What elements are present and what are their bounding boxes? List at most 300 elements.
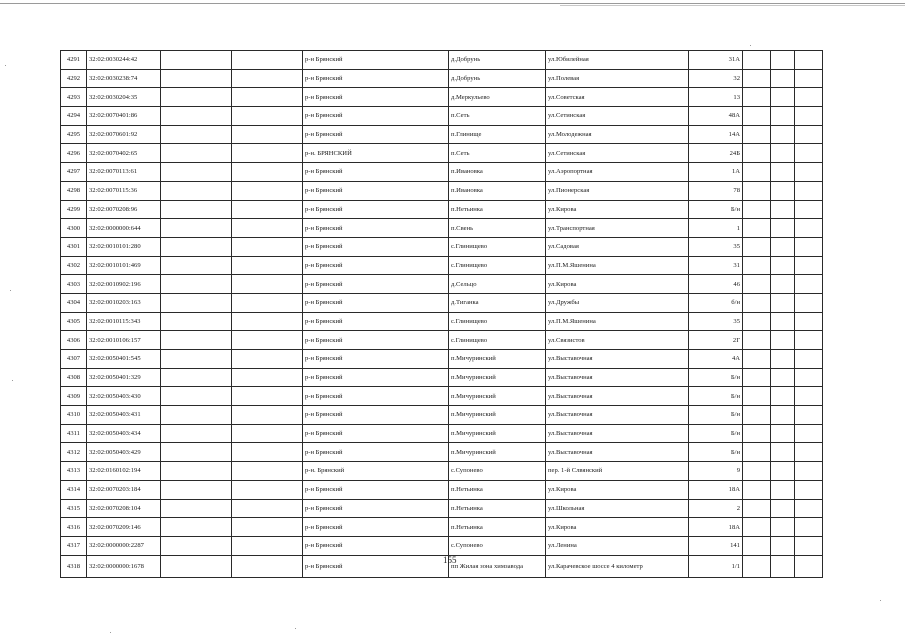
table-row xyxy=(61,293,823,312)
blank-cell xyxy=(232,237,303,256)
blank-cell xyxy=(232,518,303,537)
cadastral-number: 32:02:0000000:1678 xyxy=(87,555,161,577)
house-number: 4А xyxy=(689,350,743,369)
blank-cell xyxy=(232,125,303,144)
blank-cell xyxy=(232,555,303,577)
row-number: 4310 xyxy=(61,406,87,425)
table-row xyxy=(61,88,823,107)
table-row xyxy=(61,350,823,369)
cadastral-number: 32:02:0000000:2287 xyxy=(87,536,161,555)
district-cell: р-н Брянский xyxy=(303,331,449,350)
blank-cell xyxy=(232,387,303,406)
house-number: 32 xyxy=(689,69,743,88)
district-cell: р-н Брянский xyxy=(303,163,449,182)
district-cell: р-н Брянский xyxy=(303,69,449,88)
street-cell: ул.Выставочная xyxy=(546,350,689,369)
row-number: 4318 xyxy=(61,555,87,577)
blank-cell xyxy=(232,219,303,238)
district-cell: р-н Брянский xyxy=(303,293,449,312)
locality-cell: с.Супонево xyxy=(449,462,546,481)
table-row xyxy=(61,462,823,481)
cadastral-number: 32:02:0070115:36 xyxy=(87,181,161,200)
blank-cell xyxy=(232,107,303,126)
house-number: 13 xyxy=(689,88,743,107)
table-row xyxy=(61,144,823,163)
street-cell: ул.Кирова xyxy=(546,518,689,537)
district-cell: р-н. Брянский xyxy=(303,462,449,481)
blank-cell xyxy=(161,406,232,425)
row-number: 4303 xyxy=(61,275,87,294)
blank-cell xyxy=(232,406,303,425)
blank-cell xyxy=(232,536,303,555)
blank-cell xyxy=(161,555,232,577)
blank-cell xyxy=(161,181,232,200)
blank-cell xyxy=(771,200,795,219)
blank-cell xyxy=(795,256,823,275)
street-cell: ул.Сетинская xyxy=(546,107,689,126)
blank-cell xyxy=(161,144,232,163)
blank-cell xyxy=(743,312,771,331)
blank-cell xyxy=(743,293,771,312)
blank-cell xyxy=(232,181,303,200)
house-number: Б/н xyxy=(689,406,743,425)
locality-cell: д.Меркульево xyxy=(449,88,546,107)
blank-cell xyxy=(795,424,823,443)
blank-cell xyxy=(743,200,771,219)
table-row xyxy=(61,163,823,182)
street-cell: ул.Выставочная xyxy=(546,406,689,425)
district-cell: р-н Брянский xyxy=(303,125,449,144)
row-number: 4301 xyxy=(61,237,87,256)
house-number: 1/1 xyxy=(689,555,743,577)
blank-cell xyxy=(232,499,303,518)
table-row xyxy=(61,387,823,406)
district-cell: р-н Брянский xyxy=(303,424,449,443)
table-row xyxy=(61,406,823,425)
blank-cell xyxy=(161,499,232,518)
blank-cell xyxy=(743,107,771,126)
blank-cell xyxy=(795,219,823,238)
blank-cell xyxy=(743,219,771,238)
blank-cell xyxy=(795,331,823,350)
locality-cell: д.Добрунь xyxy=(449,69,546,88)
blank-cell xyxy=(771,462,795,481)
row-number: 4297 xyxy=(61,163,87,182)
locality-cell: п.Мичуринский xyxy=(449,406,546,425)
blank-cell xyxy=(232,200,303,219)
house-number: 31А xyxy=(689,51,743,70)
scan-speck xyxy=(10,290,11,291)
house-number: Б/н xyxy=(689,424,743,443)
house-number: 31 xyxy=(689,256,743,275)
blank-cell xyxy=(743,237,771,256)
street-cell: пер. 1-й Слвянский xyxy=(546,462,689,481)
row-number: 4307 xyxy=(61,350,87,369)
blank-cell xyxy=(795,536,823,555)
blank-cell xyxy=(743,555,771,577)
street-cell: ул.П.М.Яшенина xyxy=(546,256,689,275)
cadastral-number: 32:02:0070209:146 xyxy=(87,518,161,537)
cadastral-number: 32:02:0050403:431 xyxy=(87,406,161,425)
blank-cell xyxy=(232,443,303,462)
blank-cell xyxy=(795,555,823,577)
cadastral-number: 32:02:0160102:194 xyxy=(87,462,161,481)
cadastral-number: 32:02:0070401:86 xyxy=(87,107,161,126)
blank-cell xyxy=(232,144,303,163)
house-number: 24Б xyxy=(689,144,743,163)
scan-speck xyxy=(750,45,751,46)
blank-cell xyxy=(743,350,771,369)
blank-cell xyxy=(771,424,795,443)
cadastral-number: 32:02:0070601:92 xyxy=(87,125,161,144)
blank-cell xyxy=(771,144,795,163)
blank-cell xyxy=(771,293,795,312)
table-row xyxy=(61,181,823,200)
blank-cell xyxy=(771,69,795,88)
blank-cell xyxy=(771,499,795,518)
row-number: 4292 xyxy=(61,69,87,88)
cadastral-number: 32:02:0010115:343 xyxy=(87,312,161,331)
blank-cell xyxy=(771,368,795,387)
district-cell: р-н Брянский xyxy=(303,518,449,537)
cadastral-number: 32:02:0030204:35 xyxy=(87,88,161,107)
row-number: 4316 xyxy=(61,518,87,537)
cadastral-number: 32:02:0050401:329 xyxy=(87,368,161,387)
blank-cell xyxy=(771,350,795,369)
locality-cell: п.Нетьинка xyxy=(449,200,546,219)
scan-speck xyxy=(12,380,13,381)
blank-cell xyxy=(161,480,232,499)
table-row xyxy=(61,256,823,275)
blank-cell xyxy=(743,424,771,443)
house-number: 2Г xyxy=(689,331,743,350)
table-row xyxy=(61,499,823,518)
locality-cell: с.Глинищево xyxy=(449,331,546,350)
blank-cell xyxy=(795,293,823,312)
street-cell: ул.Выставочная xyxy=(546,443,689,462)
blank-cell xyxy=(743,387,771,406)
blank-cell xyxy=(795,480,823,499)
blank-cell xyxy=(795,275,823,294)
blank-cell xyxy=(795,163,823,182)
district-cell: р-н Брянский xyxy=(303,256,449,275)
blank-cell xyxy=(161,107,232,126)
cadastral-number: 32:02:0070203:184 xyxy=(87,480,161,499)
row-number: 4304 xyxy=(61,293,87,312)
blank-cell xyxy=(795,88,823,107)
house-number: 9 xyxy=(689,462,743,481)
house-number: б/н xyxy=(689,293,743,312)
table-row xyxy=(61,424,823,443)
table-row xyxy=(61,107,823,126)
house-number: Б/н xyxy=(689,387,743,406)
blank-cell xyxy=(771,88,795,107)
locality-cell: с.Супонево xyxy=(449,536,546,555)
district-cell: р-н Брянский xyxy=(303,406,449,425)
scan-speck xyxy=(5,65,6,66)
district-cell: р-н Брянский xyxy=(303,219,449,238)
locality-cell: п.Глинище xyxy=(449,125,546,144)
table-row xyxy=(61,69,823,88)
top-border-line xyxy=(0,3,905,4)
blank-cell xyxy=(161,219,232,238)
house-number: 1 xyxy=(689,219,743,238)
row-number: 4313 xyxy=(61,462,87,481)
locality-cell: п.Мичуринский xyxy=(449,387,546,406)
locality-cell: п.Мичуринский xyxy=(449,368,546,387)
blank-cell xyxy=(161,536,232,555)
street-cell: ул.Аэропортная xyxy=(546,163,689,182)
locality-cell: с.Глинищево xyxy=(449,237,546,256)
street-cell: ул.Школьная xyxy=(546,499,689,518)
row-number: 4293 xyxy=(61,88,87,107)
table-row xyxy=(61,480,823,499)
row-number: 4315 xyxy=(61,499,87,518)
district-cell: р-н Брянский xyxy=(303,480,449,499)
blank-cell xyxy=(795,499,823,518)
blank-cell xyxy=(743,51,771,70)
cadastral-number: 32:02:0070113:61 xyxy=(87,163,161,182)
blank-cell xyxy=(232,293,303,312)
district-cell: р-н Брянский xyxy=(303,200,449,219)
blank-cell xyxy=(161,331,232,350)
cadastral-number: 32:02:0000000:644 xyxy=(87,219,161,238)
district-cell: р-н Брянский xyxy=(303,181,449,200)
scan-speck xyxy=(295,628,296,629)
blank-cell xyxy=(743,163,771,182)
blank-cell xyxy=(795,144,823,163)
blank-cell xyxy=(232,350,303,369)
locality-cell: п.Мичуринский xyxy=(449,443,546,462)
street-cell: ул.Юбилейная xyxy=(546,51,689,70)
blank-cell xyxy=(161,368,232,387)
locality-cell: пп Жилая зона химзавода xyxy=(449,555,546,577)
locality-cell: п.Свень xyxy=(449,219,546,238)
locality-cell: п.Сеть xyxy=(449,107,546,126)
property-registry-table xyxy=(60,50,823,578)
blank-cell xyxy=(232,331,303,350)
blank-cell xyxy=(771,256,795,275)
blank-cell xyxy=(795,181,823,200)
registry-table-body xyxy=(61,51,823,578)
top-border-line-secondary xyxy=(560,5,905,6)
table-row xyxy=(61,51,823,70)
row-number: 4300 xyxy=(61,219,87,238)
locality-cell: с.Глинищево xyxy=(449,256,546,275)
street-cell: ул.Молодежная xyxy=(546,125,689,144)
table-row xyxy=(61,312,823,331)
row-number: 4309 xyxy=(61,387,87,406)
row-number: 4308 xyxy=(61,368,87,387)
row-number: 4312 xyxy=(61,443,87,462)
blank-cell xyxy=(232,275,303,294)
blank-cell xyxy=(743,518,771,537)
house-number: Б/н xyxy=(689,443,743,462)
blank-cell xyxy=(161,275,232,294)
blank-cell xyxy=(771,181,795,200)
blank-cell xyxy=(743,406,771,425)
blank-cell xyxy=(161,424,232,443)
house-number: 14А xyxy=(689,125,743,144)
row-number: 4306 xyxy=(61,331,87,350)
locality-cell: п.Нетьинка xyxy=(449,499,546,518)
row-number: 4299 xyxy=(61,200,87,219)
district-cell: р-н Брянский xyxy=(303,536,449,555)
blank-cell xyxy=(771,237,795,256)
blank-cell xyxy=(232,462,303,481)
blank-cell xyxy=(161,69,232,88)
table-row xyxy=(61,200,823,219)
blank-cell xyxy=(795,387,823,406)
blank-cell xyxy=(232,480,303,499)
street-cell: ул.Кирова xyxy=(546,275,689,294)
blank-cell xyxy=(232,424,303,443)
blank-cell xyxy=(232,368,303,387)
blank-cell xyxy=(161,293,232,312)
cadastral-number: 32:02:0070402:65 xyxy=(87,144,161,163)
cadastral-number: 32:02:0030244:42 xyxy=(87,51,161,70)
blank-cell xyxy=(795,443,823,462)
blank-cell xyxy=(771,125,795,144)
blank-cell xyxy=(161,163,232,182)
district-cell: р-н Брянский xyxy=(303,51,449,70)
blank-cell xyxy=(232,312,303,331)
street-cell: ул.Кирова xyxy=(546,480,689,499)
blank-cell xyxy=(771,443,795,462)
table-row xyxy=(61,237,823,256)
table-row xyxy=(61,368,823,387)
page-number: 155 xyxy=(443,555,457,565)
district-cell: р-н Брянский xyxy=(303,237,449,256)
house-number: Б/н xyxy=(689,368,743,387)
blank-cell xyxy=(161,237,232,256)
scan-speck xyxy=(880,600,881,601)
house-number: 48А xyxy=(689,107,743,126)
locality-cell: п.Нетьинка xyxy=(449,480,546,499)
row-number: 4295 xyxy=(61,125,87,144)
blank-cell xyxy=(743,331,771,350)
blank-cell xyxy=(771,387,795,406)
street-cell: ул.Выставочная xyxy=(546,368,689,387)
locality-cell: п.Нетьинка xyxy=(449,518,546,537)
blank-cell xyxy=(771,219,795,238)
blank-cell xyxy=(743,88,771,107)
blank-cell xyxy=(232,256,303,275)
row-number: 4311 xyxy=(61,424,87,443)
street-cell: ул.П.М.Яшенина xyxy=(546,312,689,331)
row-number: 4302 xyxy=(61,256,87,275)
street-cell: ул.Полевая xyxy=(546,69,689,88)
blank-cell xyxy=(743,443,771,462)
blank-cell xyxy=(795,237,823,256)
blank-cell xyxy=(161,443,232,462)
street-cell: ул.Ленина xyxy=(546,536,689,555)
locality-cell: п.Сеть xyxy=(449,144,546,163)
table-row xyxy=(61,536,823,555)
blank-cell xyxy=(232,51,303,70)
blank-cell xyxy=(743,181,771,200)
locality-cell: п.Ивановка xyxy=(449,181,546,200)
street-cell: ул.Дружбы xyxy=(546,293,689,312)
blank-cell xyxy=(795,200,823,219)
district-cell: р-н Брянский xyxy=(303,368,449,387)
blank-cell xyxy=(795,69,823,88)
row-number: 4298 xyxy=(61,181,87,200)
table-row xyxy=(61,125,823,144)
locality-cell: с.Глинищево xyxy=(449,312,546,331)
blank-cell xyxy=(743,125,771,144)
district-cell: р-н Брянский xyxy=(303,107,449,126)
street-cell: ул.Транспортная xyxy=(546,219,689,238)
cadastral-number: 32:02:0010902:196 xyxy=(87,275,161,294)
blank-cell xyxy=(232,88,303,107)
house-number: 1А xyxy=(689,163,743,182)
blank-cell xyxy=(795,406,823,425)
blank-cell xyxy=(161,518,232,537)
blank-cell xyxy=(161,88,232,107)
blank-cell xyxy=(771,163,795,182)
table-row xyxy=(61,331,823,350)
locality-cell: д.Тиганка xyxy=(449,293,546,312)
blank-cell xyxy=(771,107,795,126)
district-cell: р-н Брянский xyxy=(303,555,449,577)
row-number: 4294 xyxy=(61,107,87,126)
house-number: 78 xyxy=(689,181,743,200)
table-row xyxy=(61,555,823,577)
blank-cell xyxy=(771,331,795,350)
row-number: 4314 xyxy=(61,480,87,499)
table-row xyxy=(61,443,823,462)
district-cell: р-н Брянский xyxy=(303,499,449,518)
district-cell: р-н Брянский xyxy=(303,387,449,406)
blank-cell xyxy=(771,406,795,425)
table-row xyxy=(61,219,823,238)
blank-cell xyxy=(743,144,771,163)
cadastral-number: 32:02:0010101:469 xyxy=(87,256,161,275)
row-number: 4305 xyxy=(61,312,87,331)
blank-cell xyxy=(743,368,771,387)
scan-speck xyxy=(110,632,111,633)
blank-cell xyxy=(743,536,771,555)
district-cell: р-н Брянский xyxy=(303,275,449,294)
house-number: 46 xyxy=(689,275,743,294)
blank-cell xyxy=(771,312,795,331)
blank-cell xyxy=(771,51,795,70)
blank-cell xyxy=(795,312,823,331)
row-number: 4291 xyxy=(61,51,87,70)
cadastral-number: 32:02:0070208:96 xyxy=(87,200,161,219)
cadastral-number: 32:02:0030238:74 xyxy=(87,69,161,88)
blank-cell xyxy=(161,350,232,369)
blank-cell xyxy=(771,275,795,294)
locality-cell: п.Мичуринский xyxy=(449,350,546,369)
blank-cell xyxy=(161,256,232,275)
locality-cell: п.Мичуринский xyxy=(449,424,546,443)
street-cell: ул.Садовая xyxy=(546,237,689,256)
blank-cell xyxy=(771,480,795,499)
locality-cell: д.Сельцо xyxy=(449,275,546,294)
row-number: 4317 xyxy=(61,536,87,555)
house-number: 141 xyxy=(689,536,743,555)
blank-cell xyxy=(795,125,823,144)
locality-cell: п.Ивановка xyxy=(449,163,546,182)
blank-cell xyxy=(743,480,771,499)
street-cell: ул.Сетинская xyxy=(546,144,689,163)
cadastral-number: 32:02:0050403:429 xyxy=(87,443,161,462)
blank-cell xyxy=(743,69,771,88)
blank-cell xyxy=(795,51,823,70)
blank-cell xyxy=(795,350,823,369)
